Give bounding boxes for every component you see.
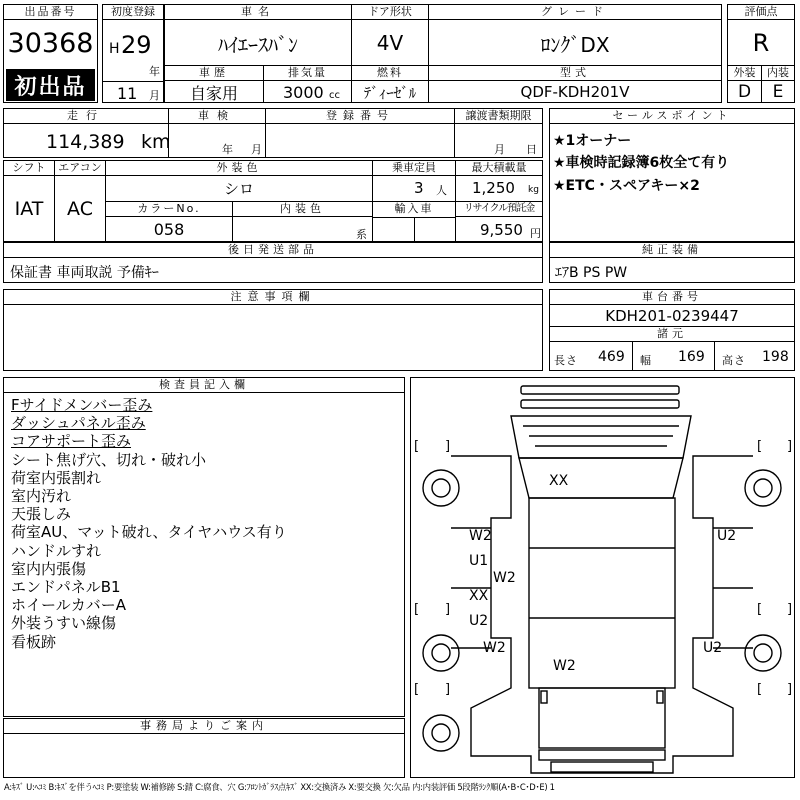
mark-left-rear-fender: W2: [483, 640, 506, 656]
capacity: 3: [414, 179, 424, 197]
dims-label: 諸元: [550, 327, 794, 342]
exterior-score: D: [737, 82, 752, 102]
inspector-note: 室内内張傷: [11, 559, 87, 578]
equipment-value: ｴｱB PS PW: [555, 265, 628, 281]
office-label: 事務局よりご案内: [4, 719, 404, 734]
inspector-note: ホイールカバーA: [11, 596, 126, 615]
parts-value: 保証書 車両取説 予備ｷｰ: [10, 265, 159, 281]
mark-left-front-door: W2: [469, 528, 492, 544]
import-label: 輸入車: [394, 202, 434, 215]
mileage: 114,389: [46, 131, 125, 153]
inspector-note: シート焦げ穴、切れ・破れ小: [11, 450, 207, 469]
svg-text:]: ]: [445, 682, 451, 697]
recycle-unit: 円: [530, 227, 542, 240]
displacement-unit: cc: [329, 90, 340, 101]
legend: A:ｷｽﾞ U:ﾍｺﾐ B:ｷｽﾞを伴うﾍｺﾐ P:要塗装 W:補修跡 S:錆 C:腐食、穴 G:ﾌﾛﾝﾄｶﾞﾗｽ点ｷｽﾞ XX:交換済み X:要交換 欠:欠品 内:内装評価 5段階ﾗﾝｸ順(A･B･C･D･E) 1: [4, 782, 555, 792]
fuel-label: 燃料: [352, 66, 428, 81]
door-label: ドア形状: [352, 5, 428, 20]
history-label: 車歴: [165, 66, 263, 81]
mileage-label: 走行: [4, 109, 168, 124]
displacement: 3000: [283, 83, 324, 102]
notes-block: [3, 289, 543, 371]
inspector-note: コアサポート歪み: [11, 432, 132, 451]
height-label: 高さ: [722, 354, 746, 367]
row2-block: [3, 108, 543, 158]
max-load: 1,250: [472, 179, 515, 197]
ac: AC: [67, 197, 93, 220]
transfer-month-unit: 月: [494, 143, 506, 156]
car-diagram: [410, 377, 795, 778]
row3-block: [3, 160, 543, 242]
model-name: ﾊｲｴｰｽﾊﾞﾝ: [218, 32, 298, 57]
inspector-note: 荷室内張割れ: [11, 468, 102, 487]
width-label: 幅: [640, 354, 652, 367]
length-label: 長さ: [554, 354, 578, 367]
parts-label: 後日発送部品: [4, 243, 542, 258]
reg-number-label: 登録番号: [266, 109, 454, 124]
type-label: 型式: [429, 66, 721, 81]
chassis-block: [549, 289, 795, 371]
car-outline: [411, 378, 794, 777]
color-label: 外装色: [106, 161, 372, 176]
chassis-number: KDH201-0239447: [605, 307, 739, 325]
inspector-block: [3, 377, 405, 717]
svg-text:[: [: [414, 682, 420, 697]
capacity-unit: 人: [436, 184, 448, 197]
door-type: 4V: [376, 31, 404, 55]
parts-block: [3, 242, 543, 283]
color-number: 058: [153, 219, 185, 239]
svg-text:]: ]: [787, 682, 793, 697]
model-block: [164, 4, 722, 103]
era: H: [109, 41, 120, 57]
svg-text:]: ]: [787, 602, 793, 617]
equipment-label: 純正装備: [550, 243, 794, 258]
score-label: 評価点: [728, 5, 794, 20]
inspector-note: ダッシュパネル歪み: [11, 414, 146, 433]
mark-left-center: W2: [493, 570, 516, 586]
mark-left-rear-door: XX: [469, 588, 489, 604]
chassis-label: 車台番号: [550, 290, 794, 305]
inspector-note: Fサイドメンバー歪み: [11, 396, 153, 414]
lot-number: 30368: [7, 27, 94, 59]
color-no-label: カラーNo.: [106, 202, 232, 217]
mark-left-rear-lower: U2: [469, 613, 489, 629]
mark-left-front-lower: U1: [469, 553, 489, 569]
width: 169: [678, 349, 705, 365]
fuel: ﾃﾞｨｰｾﾞﾙ: [363, 83, 417, 102]
office-block: [3, 718, 405, 778]
displacement-label: 排気量: [264, 66, 351, 81]
exterior-label: 外装: [728, 66, 761, 81]
model-label: 車名: [165, 5, 351, 20]
sales-point-3: ★ETC・スペアキー×2: [553, 178, 700, 194]
interior-color-unit: 系: [356, 228, 368, 241]
svg-text:[: [: [414, 439, 420, 454]
year-unit: 年: [149, 65, 161, 78]
grade-label: グレード: [429, 5, 721, 20]
sales-point-1: ★1オーナー: [553, 133, 632, 149]
interior-score: E: [772, 82, 784, 102]
recycle-label: リサイクル預託金: [456, 202, 542, 217]
notes-label: 注意事項欄: [4, 290, 542, 305]
svg-text:[: [: [757, 439, 763, 454]
svg-text:[: [: [414, 602, 420, 617]
score: R: [752, 29, 770, 57]
svg-text:[: [: [757, 682, 763, 697]
inspection-month-unit: 月: [251, 143, 263, 156]
reg-month: 11: [117, 84, 138, 103]
reg-year: 29: [121, 31, 152, 59]
inspector-note: エンドパネルB1: [11, 578, 121, 597]
svg-text:[: [: [757, 602, 763, 617]
exterior-color: シロ: [223, 179, 254, 198]
mark-rear: W2: [553, 658, 576, 674]
inspection-label: 車検: [169, 109, 265, 124]
interior-label: 内装: [762, 66, 794, 81]
first-reg-label: 初度登録: [103, 5, 163, 20]
height: 198: [762, 349, 789, 365]
mileage-unit: km: [141, 131, 171, 153]
score-block: [727, 4, 795, 103]
shift-label: シフト: [4, 161, 54, 176]
model-type: QDF-KDH201V: [520, 83, 630, 101]
inspector-note: 天張しみ: [11, 505, 72, 524]
load-unit: kg: [528, 185, 539, 195]
equipment-block: [549, 242, 795, 283]
recycle-fee: 9,550: [480, 221, 523, 239]
inspector-label: 検査員記入欄: [4, 378, 404, 393]
capacity-label: 乗車定員: [373, 161, 455, 176]
sales-point-2: ★車検時記録簿6枚全て有り: [553, 155, 730, 171]
mark-right-front: U2: [717, 528, 737, 544]
inspector-note: 荷室AU、マット破れ、タイヤハウス有り: [11, 523, 287, 542]
history: 自家用: [189, 83, 238, 103]
length: 469: [598, 349, 625, 365]
lot-box: [3, 4, 98, 103]
svg-text:]: ]: [787, 439, 793, 454]
mark-right-rear: U2: [703, 640, 723, 656]
inspector-note: 室内汚れ: [11, 487, 72, 506]
mark-roof: XX: [549, 473, 569, 489]
load-label: 最大積載量: [456, 161, 542, 176]
inspector-notes: [11, 396, 287, 651]
svg-text:]: ]: [445, 602, 451, 617]
sales-points-label: セールスポイント: [550, 109, 794, 124]
shift: IAT: [14, 197, 44, 220]
ac-label: エアコン: [55, 161, 105, 176]
first-listing-badge: 初出品: [6, 69, 95, 101]
inspector-note: 外装うすい線傷: [11, 614, 117, 633]
month-unit: 月: [149, 89, 161, 102]
transfer-day-unit: 日: [526, 143, 538, 156]
first-reg-box: [102, 4, 164, 103]
grade: ﾛﾝｸﾞDX: [540, 32, 610, 57]
svg-text:]: ]: [445, 439, 451, 454]
lot-label: 出品番号: [4, 5, 97, 20]
transfer-label: 譲渡書類期限: [455, 109, 542, 124]
inspector-note: ハンドルすれ: [11, 541, 102, 560]
inspector-note: 看板跡: [11, 632, 57, 651]
interior-color-label: 内装色: [233, 202, 372, 217]
inspection-year-unit: 年: [222, 143, 234, 156]
sales-points-block: [549, 108, 795, 242]
